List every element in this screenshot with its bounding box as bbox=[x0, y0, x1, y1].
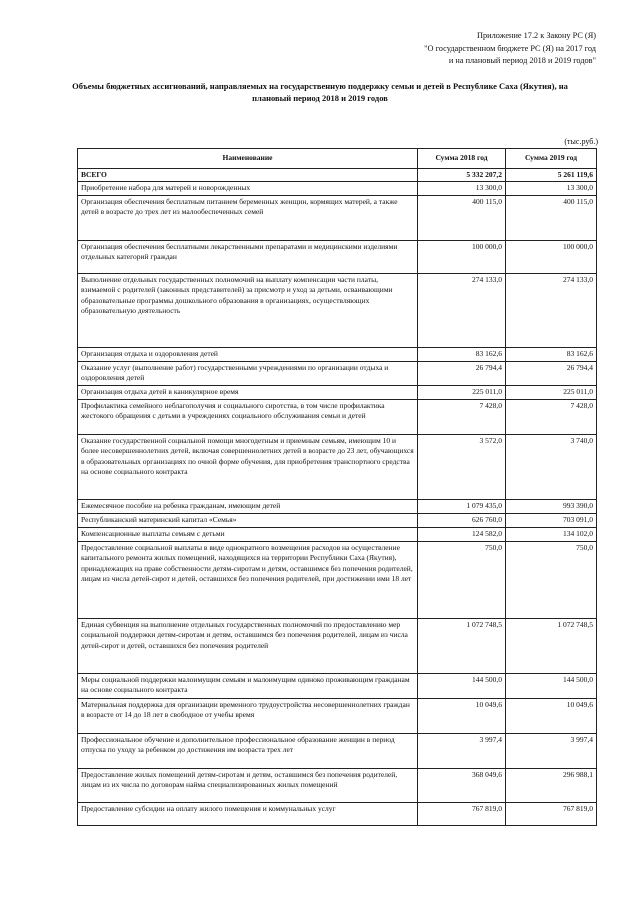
row-name-cell: Организация отдыха детей в каникулярное время bbox=[78, 385, 418, 399]
row-2019-cell: 993 390,0 bbox=[506, 499, 597, 513]
row-2018-cell: 225 011,0 bbox=[418, 385, 506, 399]
units-label: (тыс.руб.) bbox=[564, 137, 598, 146]
row-2018-cell: 3 997,4 bbox=[418, 733, 506, 768]
row-name-cell: Единая субвенция на выполнение отдельных государственных полномочий по предоставлению мер социальной поддержки детям-сиротам и детям, оставшимся без попечения родителей, лицам из числа детей-сирот и детей, оставшихся без попечения родителей bbox=[78, 618, 418, 673]
row-2019-cell: 703 091,0 bbox=[506, 513, 597, 527]
row-name-cell: ВСЕГО bbox=[78, 169, 418, 182]
row-2018-cell: 13 300,0 bbox=[418, 182, 506, 195]
row-2019-cell: 400 115,0 bbox=[506, 195, 597, 240]
table-row bbox=[78, 385, 597, 399]
row-name-cell: Ежемесячное пособие на ребенка гражданам, имеющим детей bbox=[78, 499, 418, 513]
table-row bbox=[78, 733, 597, 768]
row-name-cell: Профилактика семейного неблагополучия и социального сиротства, в том числе профилактика жестокого обращения с детьми в учреждениях социального обслуживания семьи и детей bbox=[78, 399, 418, 434]
table-row bbox=[78, 768, 597, 802]
row-2018-cell: 144 500,0 bbox=[418, 673, 506, 698]
budget-table bbox=[77, 148, 597, 826]
row-2019-cell: 225 011,0 bbox=[506, 385, 597, 399]
row-2019-cell: 3 997,4 bbox=[506, 733, 597, 768]
appendix-line: и на плановый период 2018 и 2019 годов" bbox=[448, 56, 596, 66]
row-2018-cell: 3 572,0 bbox=[418, 434, 506, 499]
table-row bbox=[78, 361, 597, 385]
row-2019-cell: 10 049,6 bbox=[506, 698, 597, 733]
row-name-cell: Оказание государственной социальной помощи многодетным и приемным семьям, имеющим 10 и более несовершеннолетних детей, включая совершеннолетних детей в возрасте до 23 лет, обучающихся в образовательных организациях по очной форме обучения, для приобретения транспортного средства на основе социального контракта bbox=[78, 434, 418, 499]
table-row bbox=[78, 182, 597, 195]
row-2018-cell: 5 332 207,2 bbox=[418, 169, 506, 182]
row-name-cell: Компенсационные выплаты семьям с детьми bbox=[78, 527, 418, 541]
row-2019-cell: 134 102,0 bbox=[506, 527, 597, 541]
row-2018-cell: 767 819,0 bbox=[418, 802, 506, 825]
table-row bbox=[78, 240, 597, 273]
row-2019-cell: 296 988,1 bbox=[506, 768, 597, 802]
row-2018-cell: 1 072 748,5 bbox=[418, 618, 506, 673]
row-2019-cell: 7 428,0 bbox=[506, 399, 597, 434]
row-2019-cell: 5 261 119,6 bbox=[506, 169, 597, 182]
row-2019-cell: 274 133,0 bbox=[506, 273, 597, 347]
row-name-cell: Предоставление жилых помещений детям-сиротам и детям, оставшимся без попечения родителей, лицам из их числа по договорам найма специализированных жилых помещений bbox=[78, 768, 418, 802]
table-row bbox=[78, 513, 597, 527]
row-2019-cell: 13 300,0 bbox=[506, 182, 597, 195]
row-name-cell: Организация отдыха и оздоровления детей bbox=[78, 347, 418, 361]
table-body bbox=[78, 169, 597, 826]
row-2018-cell: 626 760,0 bbox=[418, 513, 506, 527]
row-name-cell: Организация обеспечения бесплатными лекарственными препаратами и медицинскими изделиями отдельных категорий граждан bbox=[78, 240, 418, 273]
table-row bbox=[78, 195, 597, 240]
column-header-name: Наименование bbox=[78, 149, 418, 169]
appendix-line: "О государственном бюджете РС (Я) на 2017 год bbox=[424, 43, 596, 53]
table-row bbox=[78, 673, 597, 698]
row-name-cell: Меры социальной поддержки малоимущим семьям и малоимущим одиноко проживающим гражданам на основе социального контракта bbox=[78, 673, 418, 698]
row-2018-cell: 400 115,0 bbox=[418, 195, 506, 240]
row-name-cell: Предоставление социальной выплаты в виде однократного возмещения расходов на осуществление капитального ремонта жилых помещений, находящихся на территории Республики Саха (Якутия), принадлежащих на праве собственности детям-сиротам и детям, оставшимся без попечения родителей, лицам из числа детей-сирот и детей, оставшихся без попечения родителей, при достижении ими 18 лет bbox=[78, 541, 418, 618]
row-2018-cell: 100 000,0 bbox=[418, 240, 506, 273]
row-name-cell: Оказание услуг (выполнение работ) государственными учреждениями по организации отдыха и оздоровления детей bbox=[78, 361, 418, 385]
row-2018-cell: 368 049,6 bbox=[418, 768, 506, 802]
table-row bbox=[78, 434, 597, 499]
row-2019-cell: 26 794,4 bbox=[506, 361, 597, 385]
row-name-cell: Республиканский материнский капитал «Семья» bbox=[78, 513, 418, 527]
row-name-cell: Профессиональное обучение и дополнительное профессиональное образование женщин в период отпуска по уходу за ребенком до достижения им возраста трех лет bbox=[78, 733, 418, 768]
appendix-reference bbox=[424, 30, 596, 68]
row-2018-cell: 750,0 bbox=[418, 541, 506, 618]
table-row bbox=[78, 273, 597, 347]
column-header-2018: Сумма 2018 год bbox=[418, 149, 506, 169]
row-2019-cell: 767 819,0 bbox=[506, 802, 597, 825]
row-2018-cell: 10 049,6 bbox=[418, 698, 506, 733]
row-2019-cell: 3 740,0 bbox=[506, 434, 597, 499]
row-name-cell: Организация обеспечения бесплатным питанием беременных женщин, кормящих матерей, а также детей в возрасте до трех лет из малообеспеченных семей bbox=[78, 195, 418, 240]
table-row bbox=[78, 347, 597, 361]
column-header-2019: Сумма 2019 год bbox=[506, 149, 597, 169]
row-name-cell: Материальная поддержка для организации временного трудоустройства несовершеннолетних граждан в возрасте от 14 до 18 лет в свободное от учебы время bbox=[78, 698, 418, 733]
table-row bbox=[78, 618, 597, 673]
row-2018-cell: 124 582,0 bbox=[418, 527, 506, 541]
row-2019-cell: 750,0 bbox=[506, 541, 597, 618]
row-2018-cell: 26 794,4 bbox=[418, 361, 506, 385]
row-2018-cell: 83 162,6 bbox=[418, 347, 506, 361]
row-2018-cell: 274 133,0 bbox=[418, 273, 506, 347]
row-2019-cell: 1 072 748,5 bbox=[506, 618, 597, 673]
table-row bbox=[78, 802, 597, 825]
table-row bbox=[78, 399, 597, 434]
row-name-cell: Предоставление субсидии на оплату жилого помещения и коммунальных услуг bbox=[78, 802, 418, 825]
row-name-cell: Выполнение отдельных государственных полномочий на выплату компенсации части платы, взимаемой с родителей (законных представителей) за присмотр и уход за детьми, осваивающими образовательные программы дошкольного образования в организациях, осуществляющих образовательную деятельность bbox=[78, 273, 418, 347]
table-row bbox=[78, 527, 597, 541]
row-2018-cell: 1 079 435,0 bbox=[418, 499, 506, 513]
appendix-line: Приложение 17.2 к Закону РС (Я) bbox=[477, 31, 596, 40]
row-2019-cell: 144 500,0 bbox=[506, 673, 597, 698]
table-header-row bbox=[78, 149, 597, 169]
row-2019-cell: 83 162,6 bbox=[506, 347, 597, 361]
row-2019-cell: 100 000,0 bbox=[506, 240, 597, 273]
document-title: Объемы бюджетных ассигнований, направляемых на государственную поддержку семьи и детей в Республике Саха (Якутия), на плановый период 2018 и 2019 годов bbox=[72, 81, 568, 103]
table-row bbox=[78, 541, 597, 618]
table-row bbox=[78, 169, 597, 182]
table-row bbox=[78, 698, 597, 733]
table-row bbox=[78, 499, 597, 513]
row-2018-cell: 7 428,0 bbox=[418, 399, 506, 434]
row-name-cell: Приобретение набора для матерей и новорожденных bbox=[78, 182, 418, 195]
